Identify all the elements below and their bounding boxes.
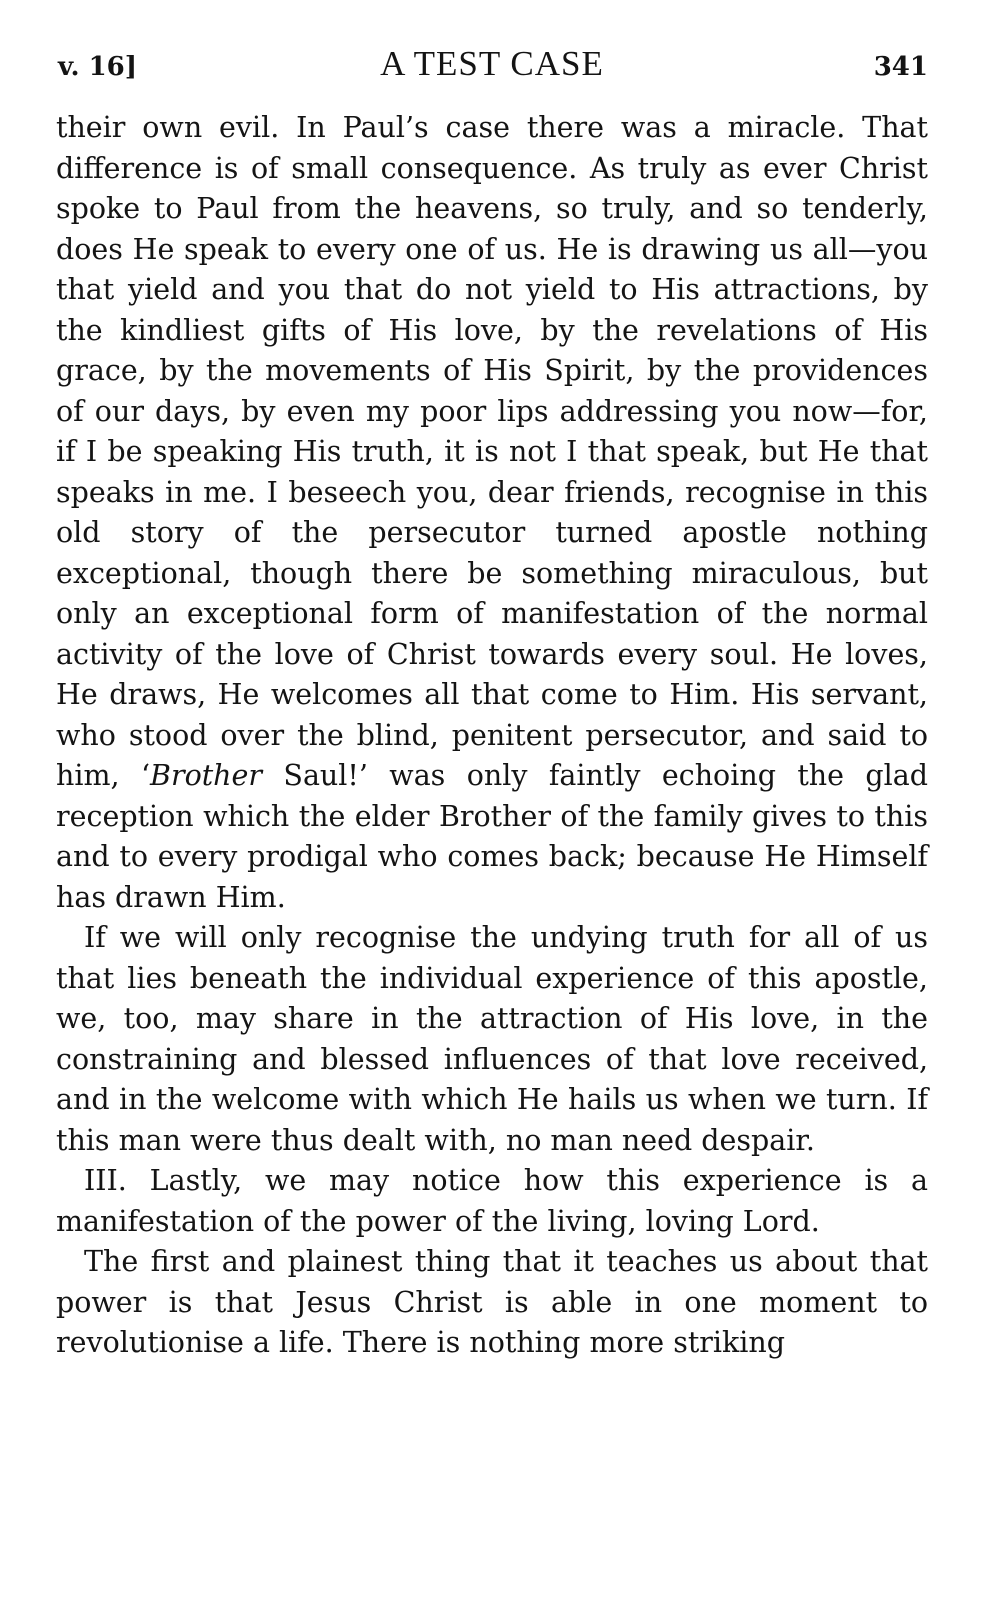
paragraph-1 (56, 108, 928, 918)
paragraph-1-text: their own evil. In Paul’s case there was a miracle. That difference is of small consequence. As truly as ever Christ spoke to Paul from the heavens, so truly, and so tenderly, does He speak to every one of us. He is drawing us all—you that yield and you that do not yield to His attractions, by the kindliest gifts of His love, by the revelations of His grace, by the movements of His Spirit, by the providences of our days, by even my poor lips addressing you now—for, if I be speaking His truth, it is not I that speak, but He that speaks in me. I beseech you, dear friends, recognise in this old story of the persecutor turned apostle nothing exceptional, though there be something miraculous, but only an exceptional form of manifestation of the normal activity of the love of Christ towards every soul. He loves, He draws, He welcomes all that come to Him. His servant, who stood over the blind, penitent persecutor, and said to him, ‘ (56, 111, 928, 792)
page-number: 341 (873, 52, 928, 82)
paragraph-1-italic: Brother (150, 759, 263, 792)
paragraph-4: The first and plainest thing that it teaches us about that power is that Jesus Christ is able in one moment to revolutionise a life. There is nothing more striking (56, 1245, 928, 1359)
verse-reference: v. 16] (58, 52, 138, 82)
book-page (56, 44, 928, 1364)
paragraph-3: III. Lastly, we may notice how this experience is a manifestation of the power of the living, loving Lord. (56, 1164, 928, 1238)
chapter-title: A TEST CASE (380, 44, 604, 83)
body-text (56, 108, 928, 1364)
running-head (56, 44, 928, 96)
paragraph-1-text-end: Saul!’ was only faintly echoing the glad reception which the elder Brother of the family gives to this and to every prodigal who comes back; because He Himself has drawn Him. (56, 759, 928, 914)
paragraph-2: If we will only recognise the undying truth for all of us that lies beneath the individual experience of this apostle, we, too, may share in the attraction of His love, in the constraining and blessed influences of that love received, and in the welcome with which He hails us when we turn. If this man were thus dealt with, no man need despair. (56, 921, 928, 1157)
